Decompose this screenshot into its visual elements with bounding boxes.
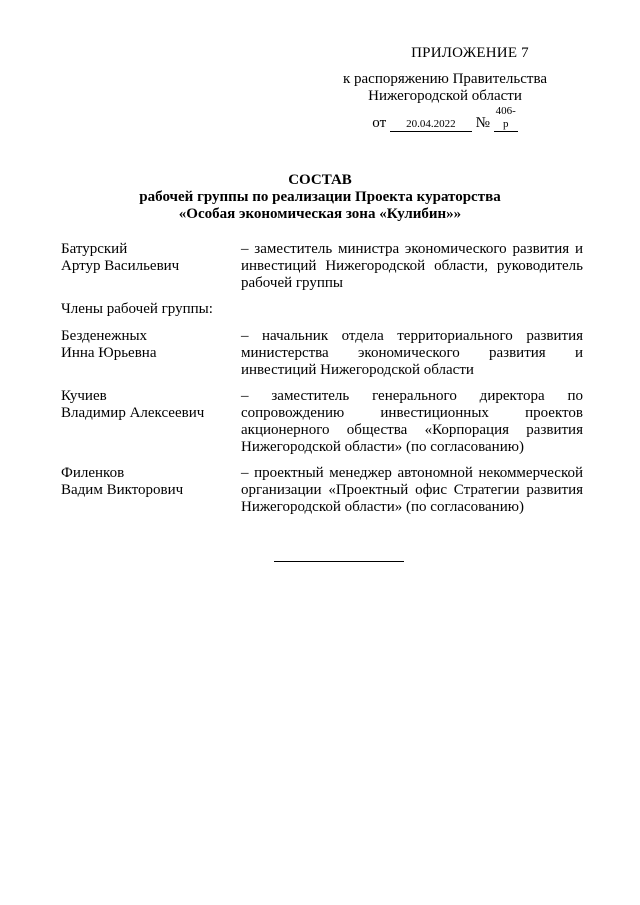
member-row: [61, 465, 583, 516]
title-line-2: рабочей группы по реализации Проекта кураторства: [139, 189, 501, 205]
document-header: [330, 45, 560, 132]
closing-rule: [274, 561, 404, 562]
member-given-name: Вадим Викторович: [61, 482, 184, 498]
member-role: – заместитель министра экономического развития и инвестиций Нижегородской области, руководитель рабочей группы: [241, 241, 583, 291]
number-label: №: [475, 115, 490, 131]
member-given-name: Инна Юрьевна: [61, 345, 157, 361]
order-date: 20.04.2022: [390, 118, 472, 132]
order-number: 406-р: [495, 105, 516, 130]
member-given-name: Артур Васильевич: [61, 258, 180, 274]
member-surname: Безденежных: [61, 328, 148, 344]
member-row-head: [61, 241, 583, 292]
members-list: [61, 241, 583, 525]
member-name: [61, 328, 241, 379]
member-name: [61, 241, 241, 292]
title-line-1: СОСТАВ: [288, 172, 352, 188]
member-row: [61, 328, 583, 379]
member-row: [61, 388, 583, 456]
order-reference: к распоряжению Правительства: [342, 71, 547, 87]
title-line-3: «Особая экономическая зона «Кулибин»»: [178, 206, 462, 222]
document-title: [60, 172, 580, 223]
member-surname: Батурский: [61, 241, 128, 257]
member-name: [61, 388, 241, 456]
appendix-label: ПРИЛОЖЕНИЕ 7: [411, 45, 529, 61]
member-role: – проектный менеджер автономной некоммерческой организации «Проектный офис Стратегии развития Нижегородской области» (по согласованию): [241, 465, 583, 515]
member-role: – начальник отдела территориального развития министерства экономического развития и инвестиций Нижегородской области: [241, 328, 583, 378]
members-label: Члены рабочей группы:: [61, 301, 213, 317]
member-name: [61, 465, 241, 516]
from-label: от: [372, 115, 387, 131]
member-surname: Кучиев: [61, 388, 107, 404]
member-role: – заместитель генерального директора по сопровождению инвестиционных проектов акционерного общества «Корпорация развития Нижегородской области» (по согласованию): [241, 388, 583, 455]
order-date-number: [330, 105, 560, 132]
authority-name: Нижегородской области: [368, 88, 522, 104]
member-given-name: Владимир Алексеевич: [61, 405, 205, 421]
member-surname: Филенков: [61, 465, 125, 481]
